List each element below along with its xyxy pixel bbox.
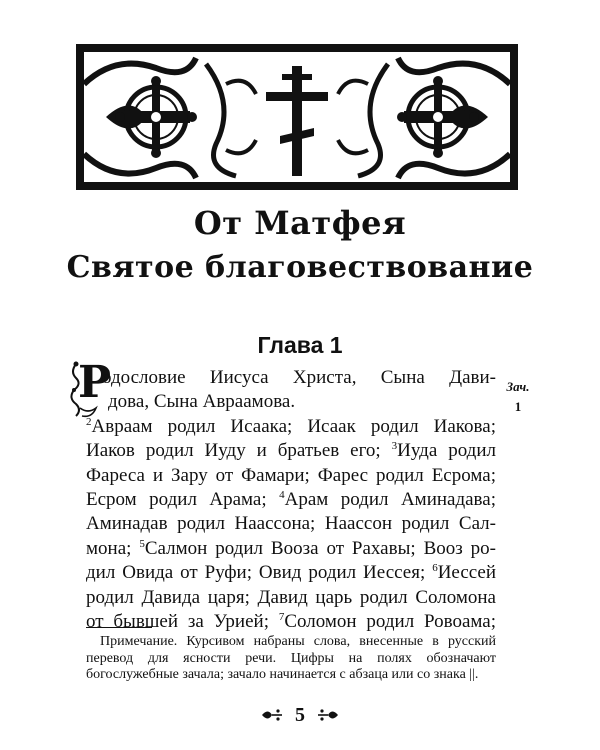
verse-number: 5 [139,537,145,550]
verse-text: Авраам родил Исаака; Исаак родил Иакова; [91,415,496,437]
page-number: 5 [295,703,305,726]
footnote-line: перевод для ясности речи. Цифры на полях обозначают [86,650,496,666]
orthodox-cross-ornament-icon [76,44,518,190]
verse-number: 4 [279,488,285,501]
reading-marker-number: 1 [514,399,522,414]
verse-number: 7 [278,610,285,623]
drop-cap-letter: Р [78,357,112,408]
book-subtitle: Святое благовествование [66,250,534,285]
text-line: Фареса и Зару от Фамари; Фарес родил Есрома; [86,464,496,486]
verse-text: Иаков родил Иуду и братьев его; [86,440,381,462]
page-footer [0,703,600,727]
verse-text: от бывшей за Урией; [86,610,269,632]
text-line [86,488,496,512]
verse-text: Есром родил Арама; [86,488,267,510]
verse-text: мона; [86,537,132,559]
liturgical-reading-marker [500,378,536,415]
text-line [86,561,496,585]
verse-text: дил Овида от Руфи; Овид родил Иессея; [86,562,426,584]
verse-text: Салмон родил Вооза от Рахавы; Вооз ро- [144,537,496,559]
footnote-line: богослужебные зачала; зачало начинается с абзаца или со знака ||. [86,667,479,682]
footnote [86,634,496,684]
chapter-heading: Глава 1 [257,332,343,358]
verse-text: Иессей [437,562,497,584]
book-title: От Матфея [193,204,407,242]
floral-dingbat-icon [260,707,284,723]
chapter-text [86,366,496,634]
verse-text: Соломон родил Ровоама; [284,610,496,632]
reading-marker-abbr: Зач. [506,379,530,394]
text-line: дова, Сына Авраамова. [108,391,296,413]
text-line: Аминадав родил Наассона; Наассон родил Сал- [86,513,496,535]
verse-number: 6 [432,562,438,575]
verse-number: 2 [86,415,92,428]
text-line: одословие Иисуса Христа, Сына Дави- [102,367,496,388]
floral-dingbat-icon [316,707,340,723]
text-line [86,537,496,561]
text-line: родил Давида царя; Давид царь родил Соломона [86,586,496,608]
footnote-line: Примечание. Курсивом набраны слова, внесенные в русский [100,634,496,649]
verse-number: 3 [391,440,398,453]
text-line [86,439,496,463]
footnote-divider [86,627,152,628]
verse-text: Иуда родил [397,440,496,462]
verse-text: Арам родил Аминадава; [284,488,496,510]
text-line [86,415,496,439]
text-line [86,610,496,634]
